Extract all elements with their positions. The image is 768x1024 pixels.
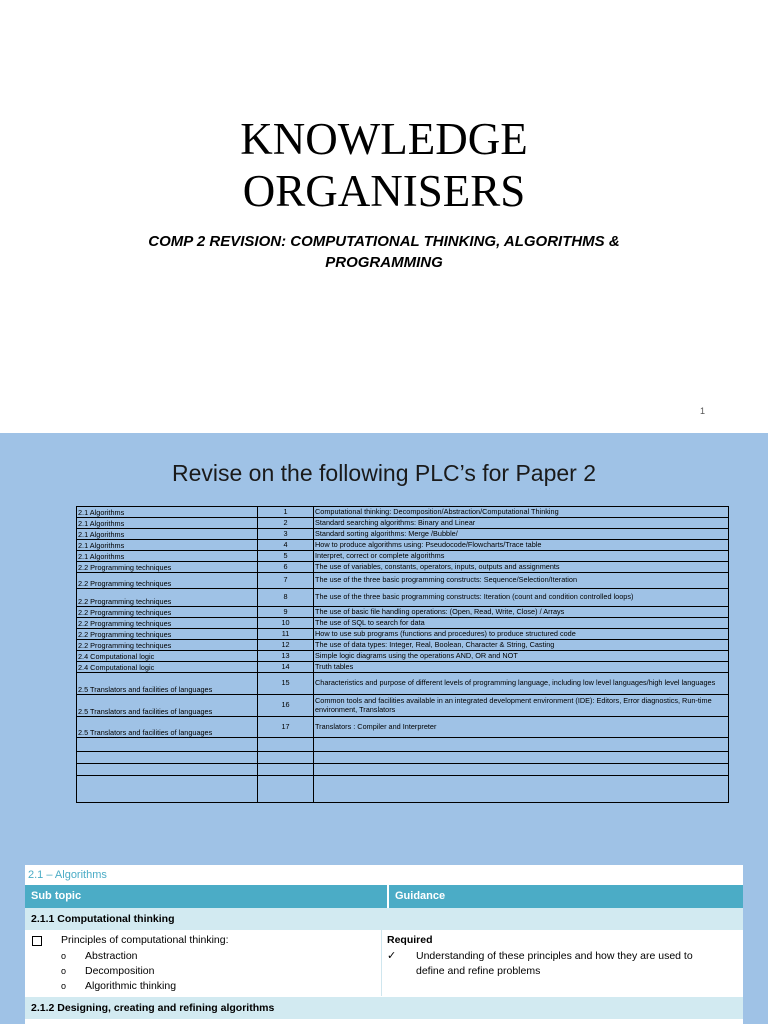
empty-cell (314, 738, 729, 752)
number-cell: 15 (258, 673, 314, 695)
subtitle-line-1: COMP 2 REVISION: COMPUTATIONAL THINKING, ALGORITHMS & (148, 233, 620, 250)
number-cell: 10 (258, 618, 314, 629)
list-item-label: Algorithmic thinking (85, 980, 177, 992)
number-cell: 13 (258, 651, 314, 662)
description-cell: Standard searching algorithms: Binary and Linear (314, 518, 729, 529)
empty-cell (314, 776, 729, 803)
table-row (77, 695, 729, 717)
number-cell: 17 (258, 717, 314, 738)
empty-row (77, 752, 729, 764)
empty-cell (314, 764, 729, 776)
title-line-2: ORGANISERS (242, 166, 526, 216)
topic-cell: 2.1 Algorithms (77, 529, 258, 540)
list-item-label: Abstraction (85, 950, 138, 962)
checkbox-icon (32, 936, 42, 946)
circle-bullet-icon: o (61, 966, 67, 976)
number-cell: 11 (258, 629, 314, 640)
number-cell: 8 (258, 589, 314, 607)
subtitle-line-2: PROGRAMMING (325, 254, 443, 271)
description-cell: The use of the three basic programming constructs: Iteration (count and condition controlled loops) (314, 589, 729, 607)
section-computational-thinking: 2.1.1 Computational thinking (25, 908, 743, 930)
table-row (77, 717, 729, 738)
description-cell: The use of the three basic programming constructs: Sequence/Selection/Iteration (314, 573, 729, 589)
topic-cell: 2.2 Programming techniques (77, 607, 258, 618)
topic-cell: 2.5 Translators and facilities of languages (77, 717, 258, 738)
table-row (77, 518, 729, 529)
number-cell: 5 (258, 551, 314, 562)
number-cell: 6 (258, 562, 314, 573)
number-cell: 4 (258, 540, 314, 551)
topic-cell: 2.2 Programming techniques (77, 562, 258, 573)
number-cell: 2 (258, 518, 314, 529)
topic-cell: 2.5 Translators and facilities of languages (77, 673, 258, 695)
empty-cell (77, 776, 258, 803)
empty-row (77, 738, 729, 752)
page-number: 1 (700, 406, 706, 416)
empty-cell (77, 764, 258, 776)
list-item-label: Decomposition (85, 965, 155, 977)
table-row (77, 662, 729, 673)
list-item (61, 964, 176, 979)
description-cell: The use of basic file handling operations: (Open, Read, Write, Close) / Arrays (314, 607, 729, 618)
description-cell: Characteristics and purpose of different levels of programming language, including low level languages/high level languages (314, 673, 729, 695)
topic-cell: 2.2 Programming techniques (77, 573, 258, 589)
empty-cell (77, 738, 258, 752)
table-row (77, 507, 729, 518)
number-cell: 12 (258, 640, 314, 651)
subtopic-cell (25, 930, 382, 996)
circle-bullet-icon: o (61, 951, 67, 961)
subtopic-header: Sub topic (25, 885, 389, 908)
guidance-cell (382, 930, 743, 996)
checkmark-icon: ✓ (387, 950, 397, 962)
table-row (77, 629, 729, 640)
plc-table (76, 506, 729, 803)
number-cell: 16 (258, 695, 314, 717)
topic-cell: 2.1 Algorithms (77, 551, 258, 562)
subtitle (100, 231, 668, 273)
empty-cell (314, 752, 729, 764)
algorithms-table (25, 865, 743, 1024)
table-row (77, 573, 729, 589)
topic-cell: 2.4 Computational logic (77, 651, 258, 662)
description-cell: Translators : Compiler and Interpreter (314, 717, 729, 738)
plc-title: Revise on the following PLC’s for Paper 2 (171, 460, 597, 486)
empty-row (77, 776, 729, 803)
table-row (77, 673, 729, 695)
number-cell: 7 (258, 573, 314, 589)
topic-cell: 2.2 Programming techniques (77, 589, 258, 607)
topic-cell: 2.1 Algorithms (77, 507, 258, 518)
table-row (77, 589, 729, 607)
required-label: Required (387, 934, 433, 946)
topic-cell: 2.5 Translators and facilities of languages (77, 695, 258, 717)
empty-cell (77, 752, 258, 764)
number-cell: 3 (258, 529, 314, 540)
description-cell: Interpret, correct or complete algorithms (314, 551, 729, 562)
description-cell: The use of data types: Integer, Real, Boolean, Character & String, Casting (314, 640, 729, 651)
number-cell: 14 (258, 662, 314, 673)
table-row (77, 540, 729, 551)
table-row (77, 618, 729, 629)
table-row (77, 607, 729, 618)
title-line-1: KNOWLEDGE (240, 114, 528, 164)
guidance-header: Guidance (395, 890, 446, 902)
list-item (61, 979, 176, 994)
empty-cell (258, 738, 314, 752)
table-row (77, 562, 729, 573)
topic-cell: 2.2 Programming techniques (77, 629, 258, 640)
topic-cell: 2.2 Programming techniques (77, 640, 258, 651)
description-cell: The use of variables, constants, operators, inputs, outputs and assignments (314, 562, 729, 573)
topic-cell: 2.4 Computational logic (77, 662, 258, 673)
description-cell: Common tools and facilities available in an integrated development environment (IDE): Editors, Error diagnostics, Run-time environment, Translators (314, 695, 729, 717)
table-row (77, 529, 729, 540)
table-row (77, 551, 729, 562)
title-slide (0, 0, 768, 433)
description-cell: Truth tables (314, 662, 729, 673)
principles-list (61, 949, 176, 994)
description-cell: Computational thinking: Decomposition/Abstraction/Computational Thinking (314, 507, 729, 518)
page-title (0, 113, 768, 217)
description-cell: The use of SQL to search for data (314, 618, 729, 629)
circle-bullet-icon: o (61, 981, 67, 991)
number-cell: 1 (258, 507, 314, 518)
guidance-text: Understanding of these principles and how they are used to define and refine problems (416, 950, 693, 977)
empty-cell (258, 752, 314, 764)
table-row (77, 651, 729, 662)
algorithms-heading: 2.1 – Algorithms (28, 869, 107, 881)
algorithms-row (25, 930, 743, 996)
topic-cell: 2.1 Algorithms (77, 518, 258, 529)
topic-cell: 2.2 Programming techniques (77, 618, 258, 629)
empty-row (77, 764, 729, 776)
description-cell: How to produce algorithms using: Pseudocode/Flowcharts/Trace table (314, 540, 729, 551)
empty-cell (258, 764, 314, 776)
list-item (61, 949, 176, 964)
number-cell: 9 (258, 607, 314, 618)
algorithms-column-headers (25, 885, 743, 908)
principles-label: Principles of computational thinking: (61, 934, 229, 946)
description-cell: How to use sub programs (functions and procedures) to produce structured code (314, 629, 729, 640)
section-designing-algorithms: 2.1.2 Designing, creating and refining algorithms (25, 996, 743, 1019)
description-cell: Simple logic diagrams using the operations AND, OR and NOT (314, 651, 729, 662)
empty-cell (258, 776, 314, 803)
description-cell: Standard sorting algorithms: Merge /Bubble/ (314, 529, 729, 540)
topic-cell: 2.1 Algorithms (77, 540, 258, 551)
table-row (77, 640, 729, 651)
